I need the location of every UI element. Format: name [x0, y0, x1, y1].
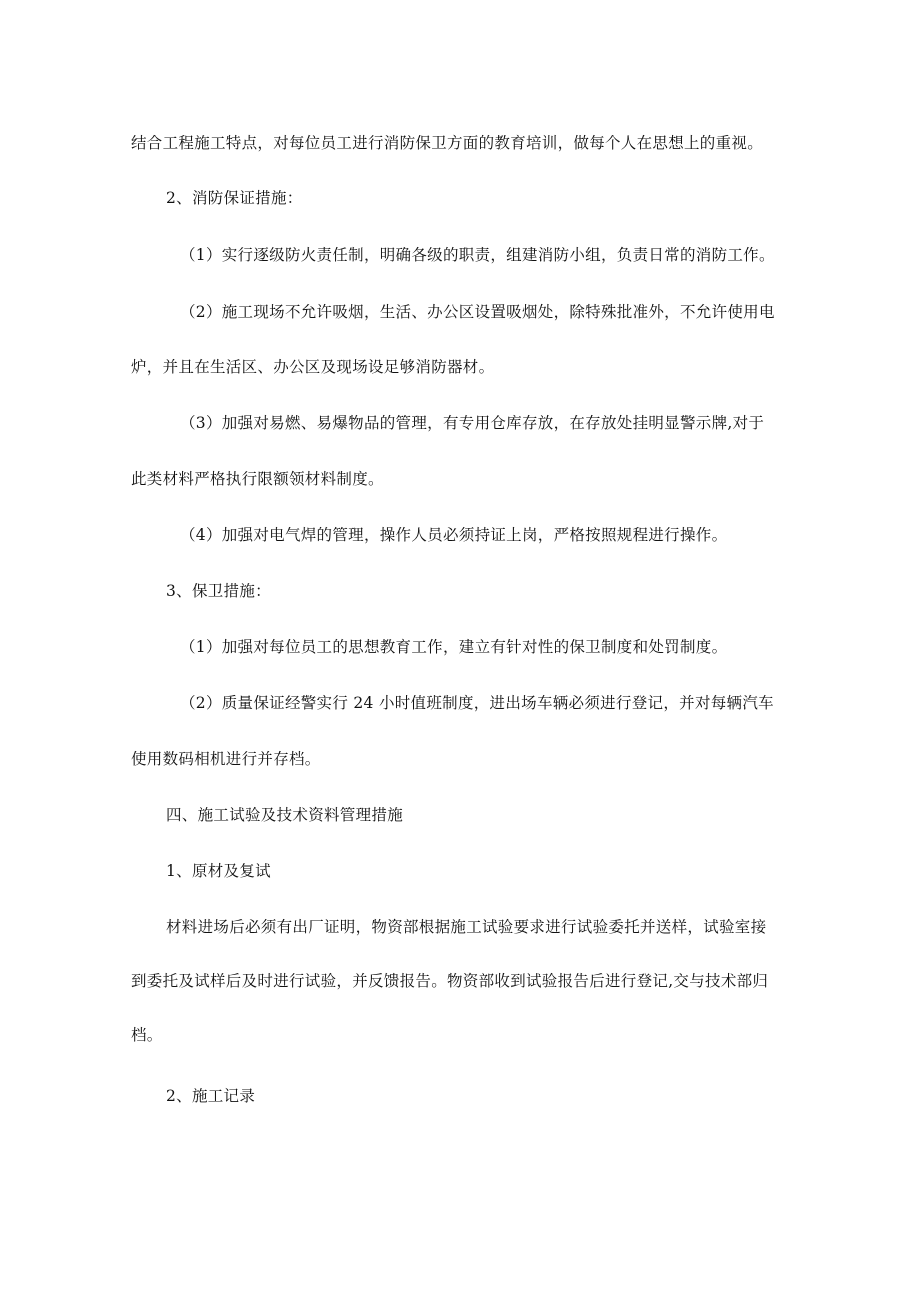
paragraph-line: （1）实行逐级防火责任制，明确各级的职责，组建消防小组，负责日常的消防工作。: [180, 246, 775, 264]
section-heading: 2、施工记录: [166, 1087, 256, 1105]
section-heading: 1、原材及复试: [166, 862, 271, 880]
paragraph-line: 档。: [131, 1026, 163, 1044]
section-heading: 2、消防保证措施：: [166, 189, 303, 207]
paragraph-line: （4）加强对电气焊的管理，操作人员必须持证上岗，严格按照规程进行操作。: [180, 526, 728, 544]
chapter-heading: 四、施工试验及技术资料管理措施: [166, 806, 404, 824]
paragraph-line: 炉，并且在生活区、办公区及现场设足够消防器材。: [131, 358, 495, 376]
paragraph-line: 使用数码相机进行并存档。: [131, 750, 321, 768]
paragraph-line: （2）质量保证经警实行 24 小时值班制度，进出场车辆必须进行登记，并对每辆汽车: [180, 694, 774, 712]
paragraph-line: 到委托及试样后及时进行试验，并反馈报告。物资部收到试验报告后进行登记,交与技术部归: [131, 972, 769, 990]
paragraph-line: 结合工程施工特点，对每位员工进行消防保卫方面的教育培训，做每个人在思想上的重视。: [131, 134, 764, 152]
paragraph-line: （3）加强对易燃、易爆物品的管理，有专用仓库存放，在存放处挂明显警示牌,对于: [180, 414, 765, 432]
paragraph-line: （2）施工现场不允许吸烟，生活、办公区设置吸烟处，除特殊批准外，不允许使用电: [180, 303, 775, 321]
section-heading: 3、保卫措施：: [166, 582, 271, 600]
paragraph-line: （1）加强对每位员工的思想教育工作，建立有针对性的保卫制度和处罚制度。: [180, 638, 728, 656]
paragraph-line: 此类材料严格执行限额领材料制度。: [131, 470, 384, 488]
paragraph-line: 材料进场后必须有出厂证明，物资部根据施工试验要求进行试验委托并送样，试验室接: [166, 918, 767, 936]
